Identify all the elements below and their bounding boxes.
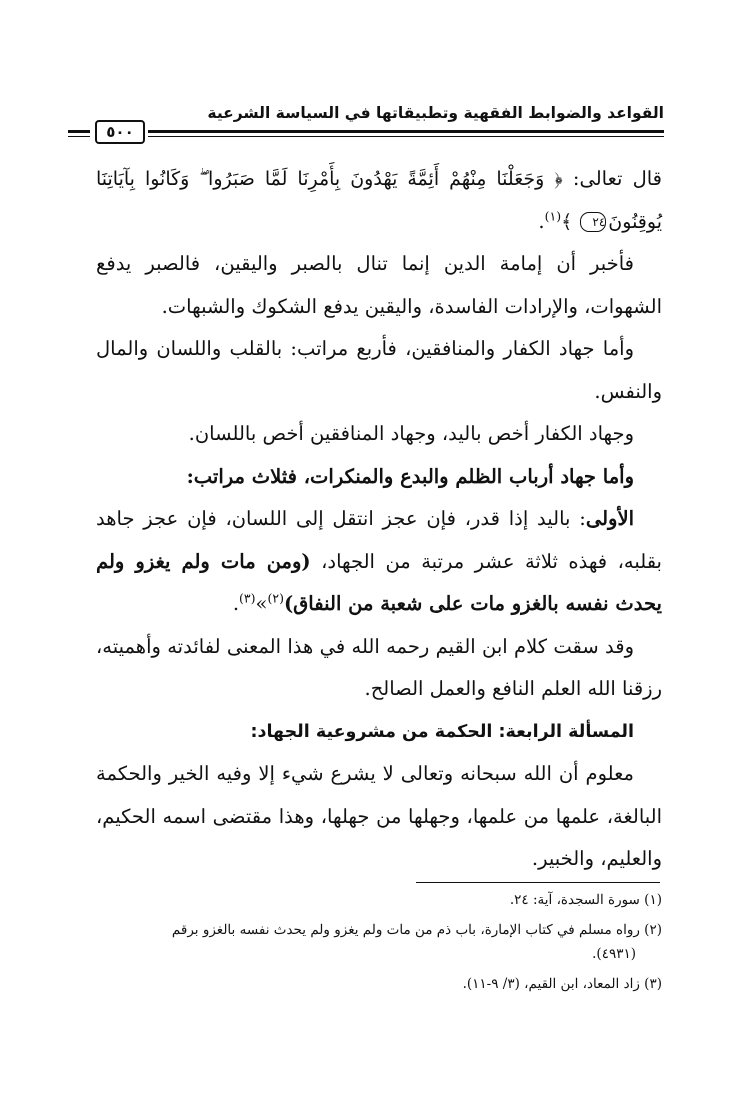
footnote-text: رواه مسلم في كتاب الإمارة، باب ذم من مات ولم يغزو ولم يحدث نفسه بالغزو برقم [171, 922, 640, 938]
quran-verse: ﴿ وَجَعَلْنَا مِنْهُمْ أَئِمَّةً يَهْدُونَ بِأَمْرِنَا لَمَّا صَبَرُوا ۖ وَكَانُوا بِآيَاتِنَا يُوقِنُونَ [96, 168, 662, 233]
ayah-number-marker: ٢٤ [580, 212, 606, 232]
hadith-quote: (ومن مات ولم يغزو ولم يحدث نفسه بالغزو مات على شعبة من النفاق) [96, 549, 662, 615]
footnote-number: (٢) [644, 922, 662, 938]
quote-close: » [255, 592, 268, 615]
paragraph-jihad-hands: وجهاد الكفار أخص باليد، وجهاد المنافقين أخص باللسان. [188, 422, 634, 445]
footnote-ref-1: (١) [544, 208, 562, 223]
paragraph-jihad-kuffar: وأما جهاد الكفار والمنافقين، فأربع مراتب: بالقلب واللسان والمال والنفس. [96, 337, 662, 403]
page-number-rule-thick [68, 130, 90, 133]
paragraph-verse [96, 158, 662, 243]
paragraph-imamah: فأخبر أن إمامة الدين إنما تنال بالصبر واليقين، فالصبر يدفع الشهوات، والإرادات الفاسدة، واليقين يدفع الشكوك والشبهات. [96, 252, 662, 318]
footnote-ref-2: (٢) [267, 590, 284, 606]
page-number: ٥٠٠ [95, 120, 145, 144]
paragraph-ibn-qayyim: وقد سقت كلام ابن القيم رحمه الله في هذا المعنى لفائدته وأهميته، رزقنا الله العلم النافع والعمل الصالح. [96, 634, 662, 700]
first-level-text: : باليد إذا قدر، فإن عجز انتقل إلى اللسان، فإن عجز جاهد بقلبه، فهذه ثلاثة عشر مرتبة من الجهاد، [96, 507, 662, 573]
footnote-text: سورة السجدة، آية: ٢٤. [509, 892, 640, 908]
first-level-end: . [232, 592, 240, 615]
quran-verse-close: ﴾ [561, 210, 579, 233]
header-rule-thin [148, 136, 664, 137]
footnote-ref-3: (٣) [239, 590, 256, 606]
header-rule-thick [148, 130, 664, 133]
section-heading: المسألة الرابعة: الحكمة من مشروعية الجهاد: [250, 721, 634, 742]
paragraph-first-level [96, 498, 662, 626]
book-title: القواعد والضوابط الفقهية وتطبيقاتها في السياسة الشرعية [207, 104, 664, 122]
verse-intro: قال تعالى: [562, 167, 662, 190]
paragraph-wisdom: معلوم أن الله سبحانه وتعالى لا يشرع شيء إلا وفيه الخير والحكمة البالغة، علمها من علمها، وجهلها من جهلها، وهذا مقتضى اسمه الحكيم، والعليم، والخبير. [96, 762, 662, 870]
footnote-1 [96, 888, 662, 912]
paragraph-jihad-oppressors: وأما جهاد أرباب الظلم والبدع والمنكرات، فثلاث مراتب: [186, 464, 634, 488]
footnote-3 [96, 972, 662, 996]
footnote-number: (١) [644, 892, 662, 908]
footnote-2 [96, 918, 662, 966]
verse-end: . [538, 209, 545, 233]
running-header [92, 102, 664, 142]
page-number-rule-thin [68, 136, 90, 137]
main-text [96, 158, 662, 881]
footnotes [96, 888, 662, 1002]
footnote-number: (٣) [644, 976, 662, 992]
footnote-continuation: (٤٩٣١). [592, 946, 636, 962]
footnote-text: زاد المعاد، ابن القيم، (٣/ ٩-١١). [462, 976, 640, 992]
first-level-lead: الأولى [585, 507, 634, 530]
footnote-separator [416, 882, 660, 883]
